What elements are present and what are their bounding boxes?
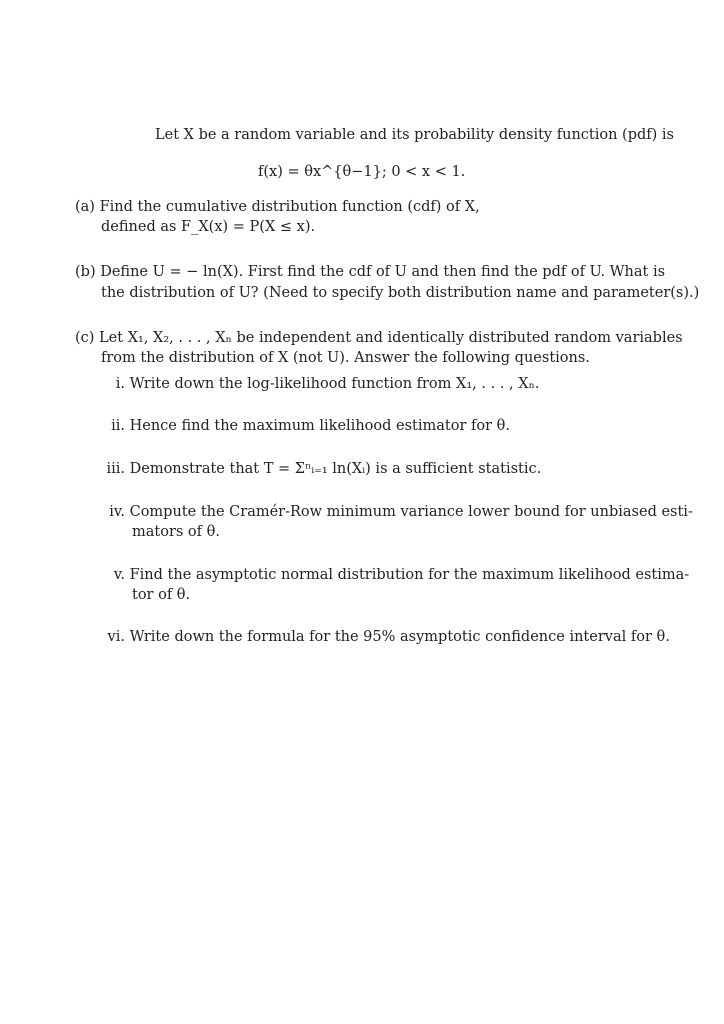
subpart-i-label: i. [115, 376, 125, 392]
subpart-v-text-1: Find the asymptotic normal distribution for the maximum likelihood estima- [129, 567, 690, 583]
subpart-ii [105, 416, 510, 436]
subpart-iii-text: Demonstrate that T = Σⁿᵢ₌₁ ln(Xᵢ) is a sufficient statistic. [129, 461, 542, 477]
part-b-text-1: Define U = − ln(X). First find the cdf of U and then find the pdf of U. What is [100, 264, 666, 280]
part-b-line-1 [75, 262, 665, 282]
part-a-text-1: Find the cumulative distribution function (cdf) of X, [99, 199, 480, 215]
subpart-v [105, 565, 689, 585]
subpart-iv-label: iv. [109, 504, 125, 520]
subpart-ii-label: ii. [111, 418, 125, 434]
subpart-vi-text: Write down the formula for the 95% asymptotic confidence interval for θ. [129, 629, 670, 645]
pdf-formula: f(x) = θx^{θ−1}; 0 < x < 1. [258, 164, 466, 180]
part-a-label: (a) [75, 199, 95, 215]
part-a-text-2: defined as F_X(x) = P(X ≤ x). [101, 219, 316, 235]
part-b-label: (b) [75, 264, 96, 280]
intro-text: Let X be a random variable and its probability density function (pdf) is [155, 127, 674, 143]
part-b-text-2: the distribution of U? (Need to specify both distribution name and parameter(s).) [101, 285, 700, 301]
subpart-i-text: Write down the log-likelihood function from X₁, . . . , Xₙ. [129, 376, 540, 392]
subpart-v-text-2: tor of θ. [132, 587, 191, 603]
subpart-v-label: v. [113, 567, 125, 583]
part-a-line-1 [75, 197, 480, 217]
subpart-iv [105, 502, 693, 522]
subpart-iii [105, 459, 541, 479]
subpart-iii-label: iii. [106, 461, 125, 477]
part-c-line-1 [75, 328, 683, 348]
subpart-vi [105, 627, 670, 647]
part-c-text-1: Let X₁, X₂, . . . , Xₙ be independent and identically distributed random variables [99, 330, 683, 346]
subpart-ii-text: Hence find the maximum likelihood estimator for θ. [129, 418, 510, 434]
subpart-iv-text-1: Compute the Cramér-Row minimum variance lower bound for unbiased esti- [129, 504, 693, 520]
part-c-label: (c) [75, 330, 95, 346]
part-c-text-2: from the distribution of X (not U). Answer the following questions. [101, 350, 590, 366]
subpart-vi-label: vi. [107, 629, 125, 645]
subpart-i [105, 374, 539, 394]
subpart-iv-text-2: mators of θ. [132, 524, 220, 540]
